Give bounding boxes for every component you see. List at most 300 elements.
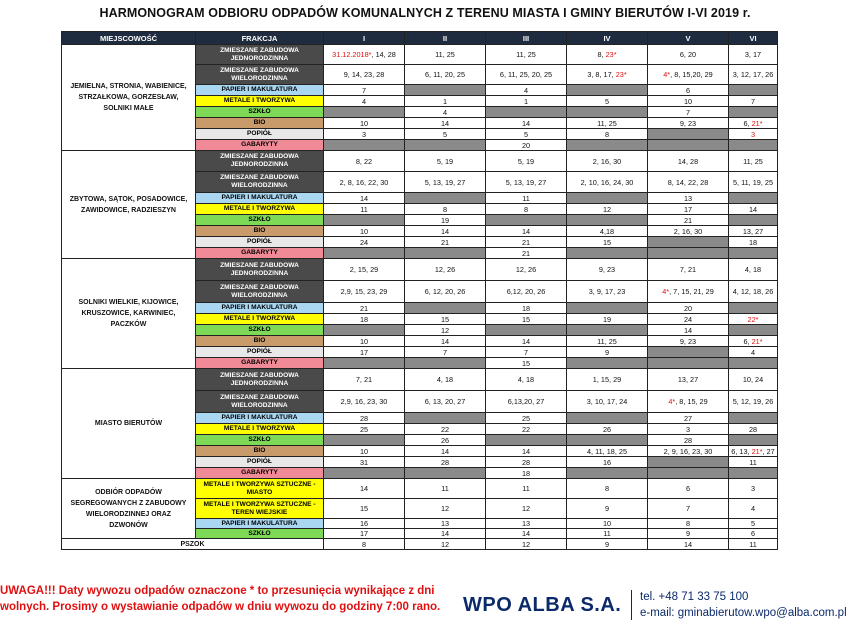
page-title: HARMONOGRAM ODBIORU ODPADÓW KOMUNALNYCH Z TERENU MIASTA I GMINY BIERUTÓW I-VI 2019 r. (99, 6, 751, 20)
header-cell: IV (567, 32, 648, 45)
date-cell: 17 (324, 347, 405, 358)
date-cell: 15 (324, 499, 405, 519)
empty-cell (567, 215, 648, 226)
date-cell: 2, 16, 30 (648, 226, 729, 237)
date-text: 6, 13, (731, 446, 752, 456)
date-cell: 7 (648, 499, 729, 519)
empty-cell (405, 85, 486, 96)
company-logo: WPO ALBA S.A. (463, 594, 622, 616)
date-cell: 8 (486, 204, 567, 215)
date-cell: 3, 17 (729, 45, 778, 65)
fraction-cell: GABARYTY (196, 248, 324, 259)
fraction-cell: ZMIESZANE ZABUDOWA JEDNORODZINNA (196, 151, 324, 172)
shifted-date: 4* (662, 287, 670, 296)
empty-cell (567, 85, 648, 96)
date-cell: 5 (405, 129, 486, 140)
table-row (62, 45, 778, 65)
date-cell: 8 (405, 204, 486, 215)
header-cell: VI (729, 32, 778, 45)
date-cell: 15 (567, 237, 648, 248)
date-cell: 14 (486, 446, 567, 457)
fraction-cell: PAPIER I MAKULATURA (196, 519, 324, 529)
empty-cell (648, 129, 729, 140)
date-cell: 4 (405, 107, 486, 118)
fraction-cell: GABARYTY (196, 358, 324, 369)
header-cell: III (486, 32, 567, 45)
date-cell: 11 (729, 539, 778, 550)
divider (631, 590, 632, 620)
empty-cell (567, 358, 648, 369)
empty-cell (729, 215, 778, 226)
date-cell: 14 (486, 118, 567, 129)
date-cell: 18 (486, 303, 567, 314)
empty-cell (405, 413, 486, 424)
pszok-label: PSZOK (62, 539, 324, 550)
date-cell: 13 (405, 519, 486, 529)
date-text: , 8, 15, 29 (675, 397, 708, 406)
empty-cell (567, 435, 648, 446)
date-cell (324, 45, 405, 65)
date-cell: 14 (405, 226, 486, 237)
empty-cell (405, 468, 486, 479)
date-text: 6, (743, 118, 752, 128)
date-cell: 26 (405, 435, 486, 446)
date-cell: 24 (648, 314, 729, 325)
date-cell: 20 (648, 303, 729, 314)
table-row (62, 259, 778, 281)
date-cell: 15 (486, 358, 567, 369)
date-cell: 4 (729, 499, 778, 519)
date-cell: 21 (486, 237, 567, 248)
date-cell: 10 (324, 446, 405, 457)
date-cell: 9, 23 (648, 336, 729, 347)
empty-cell (567, 193, 648, 204)
empty-cell (648, 248, 729, 259)
fraction-cell: SZKŁO (196, 107, 324, 118)
fraction-cell: ZMIESZANE ZABUDOWA WIELORODZINNA (196, 172, 324, 193)
empty-cell (648, 457, 729, 468)
date-cell: 14 (648, 325, 729, 336)
date-text: 3, 8, 17, (587, 70, 616, 79)
contact-phone: tel. +48 71 33 75 100 (640, 591, 749, 603)
location-cell: ODBIÓR ODPADÓW SEGREGOWANYCH Z ZABUDOWY WIELORODZINNEJ ORAZ DZWONÓW (62, 479, 196, 539)
date-cell: 10, 24 (729, 369, 778, 391)
empty-cell (567, 107, 648, 118)
date-cell: 18 (729, 237, 778, 248)
date-cell: 14 (324, 193, 405, 204)
empty-cell (729, 85, 778, 96)
date-cell: 13, 27 (729, 226, 778, 237)
date-cell (729, 446, 778, 457)
fraction-cell: POPIÓŁ (196, 347, 324, 358)
shifted-date: 4* (668, 397, 676, 406)
empty-cell (324, 435, 405, 446)
date-cell: 14 (405, 529, 486, 539)
date-cell: 9 (567, 539, 648, 550)
date-cell: 18 (486, 468, 567, 479)
date-cell: 10 (324, 226, 405, 237)
date-text: , 14, 28 (371, 50, 396, 59)
fraction-cell: ZMIESZANE ZABUDOWA JEDNORODZINNA (196, 369, 324, 391)
date-cell: 25 (324, 424, 405, 435)
date-cell: 3, 10, 17, 24 (567, 391, 648, 413)
date-cell: 8 (567, 479, 648, 499)
shifted-date: 31.12.2018* (332, 50, 372, 59)
date-cell: 19 (405, 215, 486, 226)
date-cell: 11 (486, 193, 567, 204)
date-cell (567, 45, 648, 65)
date-cell: 9 (567, 347, 648, 358)
date-cell: 15 (486, 314, 567, 325)
fraction-cell: BIO (196, 446, 324, 457)
date-cell: 26 (567, 424, 648, 435)
fraction-cell: METALE I TWORZYWA (196, 96, 324, 107)
date-cell: 2, 15, 29 (324, 259, 405, 281)
fraction-cell: GABARYTY (196, 468, 324, 479)
fraction-cell: SZKŁO (196, 435, 324, 446)
empty-cell (324, 358, 405, 369)
date-cell (648, 65, 729, 85)
date-cell: 11, 25 (729, 151, 778, 172)
empty-cell (729, 140, 778, 151)
empty-cell (729, 435, 778, 446)
date-cell: 4, 18 (405, 369, 486, 391)
empty-cell (567, 303, 648, 314)
shifted-date: 22* (747, 314, 759, 324)
date-cell: 11 (567, 529, 648, 539)
shifted-date: 21* (751, 118, 763, 128)
date-text: , 7, 15, 21, 29 (669, 287, 714, 296)
date-cell: 1 (486, 96, 567, 107)
empty-cell (567, 468, 648, 479)
date-cell: 10 (648, 96, 729, 107)
fraction-cell: BIO (196, 118, 324, 129)
date-cell: 7 (324, 85, 405, 96)
date-cell: 5 (729, 519, 778, 529)
date-cell: 7 (729, 96, 778, 107)
date-cell: 9, 23 (648, 118, 729, 129)
date-cell (729, 129, 778, 140)
empty-cell (648, 140, 729, 151)
date-cell: 8 (324, 539, 405, 550)
date-cell: 21 (486, 248, 567, 259)
table-row (62, 479, 778, 499)
fraction-cell: PAPIER I MAKULATURA (196, 303, 324, 314)
date-cell: 5 (486, 129, 567, 140)
date-cell: 4, 18 (729, 259, 778, 281)
date-cell: 8, 22 (324, 151, 405, 172)
date-cell: 24 (324, 237, 405, 248)
header-cell: II (405, 32, 486, 45)
date-cell: 2, 8, 16, 22, 30 (324, 172, 405, 193)
date-cell: 13, 27 (648, 369, 729, 391)
date-cell: 11, 25 (567, 118, 648, 129)
date-cell: 3, 12, 17, 26 (729, 65, 778, 85)
fraction-cell: SZKŁO (196, 215, 324, 226)
empty-cell (405, 358, 486, 369)
date-cell: 5, 13, 19, 27 (405, 172, 486, 193)
date-cell: 28 (648, 435, 729, 446)
empty-cell (648, 237, 729, 248)
date-cell: 12, 26 (486, 259, 567, 281)
date-cell: 11, 25 (405, 45, 486, 65)
fraction-cell: ZMIESZANE ZABUDOWA JEDNORODZINNA (196, 45, 324, 65)
date-cell: 20 (486, 140, 567, 151)
fraction-cell: PAPIER I MAKULATURA (196, 413, 324, 424)
date-cell: 8, 14, 22, 28 (648, 172, 729, 193)
fraction-cell: SZKŁO (196, 325, 324, 336)
date-cell: 17 (648, 204, 729, 215)
date-cell: 11 (324, 204, 405, 215)
date-cell: 5, 19 (486, 151, 567, 172)
date-cell: 7, 21 (648, 259, 729, 281)
header-cell: FRAKCJA (196, 32, 324, 45)
date-cell: 12 (486, 499, 567, 519)
fraction-cell: BIO (196, 336, 324, 347)
date-cell: 5, 19 (405, 151, 486, 172)
date-cell: 11, 25 (567, 336, 648, 347)
date-cell: 12 (405, 539, 486, 550)
date-cell: 12 (567, 204, 648, 215)
date-cell: 14 (405, 336, 486, 347)
date-cell: 6, 11, 20, 25 (405, 65, 486, 85)
date-cell: 3 (648, 424, 729, 435)
date-cell: 12 (486, 539, 567, 550)
date-cell: 8 (648, 519, 729, 529)
date-cell: 19 (567, 314, 648, 325)
date-cell: 4, 12, 18, 26 (729, 281, 778, 303)
table-row (62, 151, 778, 172)
empty-cell (405, 303, 486, 314)
date-cell: 14 (648, 539, 729, 550)
date-text: 8, (597, 50, 606, 59)
date-cell: 28 (405, 457, 486, 468)
fraction-cell: BIO (196, 226, 324, 237)
date-cell: 9 (648, 529, 729, 539)
empty-cell (324, 140, 405, 151)
date-cell: 6 (648, 479, 729, 499)
date-cell: 25 (486, 413, 567, 424)
date-cell: 16 (567, 457, 648, 468)
date-cell (648, 391, 729, 413)
date-cell (729, 336, 778, 347)
date-cell: 5, 11, 19, 25 (729, 172, 778, 193)
date-cell: 16 (324, 519, 405, 529)
empty-cell (405, 193, 486, 204)
date-cell: 6, 12, 20, 26 (405, 281, 486, 303)
date-cell: 11, 25 (486, 45, 567, 65)
date-cell: 11 (486, 479, 567, 499)
fraction-cell: METALE I TWORZYWA SZTUCZNE - TEREN WIEJSKIE (196, 499, 324, 519)
date-text: 6, (743, 336, 752, 346)
date-cell: 5, 12, 19, 26 (729, 391, 778, 413)
date-cell: 14 (729, 204, 778, 215)
empty-cell (648, 347, 729, 358)
date-cell: 6, 11, 25, 20, 25 (486, 65, 567, 85)
table-header-row (62, 32, 778, 45)
date-cell: 2, 10, 16, 24, 30 (567, 172, 648, 193)
date-cell: 17 (324, 529, 405, 539)
fraction-cell: ZMIESZANE ZABUDOWA JEDNORODZINNA (196, 259, 324, 281)
empty-cell (405, 140, 486, 151)
location-cell: ZBYTOWA, SĄTOK, POSADOWICE, ZAWIDOWICE, RADZIESZYN (62, 151, 196, 259)
date-cell: 9 (567, 499, 648, 519)
date-cell: 12 (405, 325, 486, 336)
date-text: , 8, 15,20, 29 (670, 70, 713, 79)
date-cell: 15 (405, 314, 486, 325)
date-cell: 4 (324, 96, 405, 107)
empty-cell (486, 325, 567, 336)
empty-cell (729, 303, 778, 314)
shifted-date: 23* (605, 50, 617, 59)
empty-cell (324, 107, 405, 118)
schedule-table (61, 31, 778, 550)
date-cell: 14 (405, 446, 486, 457)
date-cell: 6,12, 20, 26 (486, 281, 567, 303)
header-cell: I (324, 32, 405, 45)
date-cell (648, 281, 729, 303)
empty-cell (567, 248, 648, 259)
empty-cell (648, 468, 729, 479)
header-cell: MIEJSCOWOŚĆ (62, 32, 196, 45)
date-cell: 11 (729, 457, 778, 468)
date-cell: 21 (648, 215, 729, 226)
date-cell: 2, 16, 30 (567, 151, 648, 172)
shifted-date: 21* (751, 446, 763, 456)
empty-cell (324, 468, 405, 479)
date-cell: 14, 28 (648, 151, 729, 172)
date-cell: 3, 9, 17, 23 (567, 281, 648, 303)
empty-cell (405, 248, 486, 259)
date-text: , 27 (762, 446, 775, 456)
empty-cell (486, 215, 567, 226)
empty-cell (729, 468, 778, 479)
date-cell: 2,9, 16, 23, 30 (324, 391, 405, 413)
date-cell: 5 (567, 96, 648, 107)
date-cell: 14 (486, 226, 567, 237)
date-cell: 6, 20 (648, 45, 729, 65)
date-cell: 22 (405, 424, 486, 435)
date-cell: 7, 21 (324, 369, 405, 391)
fraction-cell: METALE I TWORZYWA SZTUCZNE - MIASTO (196, 479, 324, 499)
date-cell: 4, 18 (486, 369, 567, 391)
date-cell: 18 (324, 314, 405, 325)
date-cell: 9, 14, 23, 28 (324, 65, 405, 85)
date-cell: 14 (405, 118, 486, 129)
date-cell: 21 (405, 237, 486, 248)
empty-cell (324, 325, 405, 336)
date-cell: 4, 11, 18, 25 (567, 446, 648, 457)
date-cell: 21 (324, 303, 405, 314)
location-cell: MIASTO BIERUTÓW (62, 369, 196, 479)
date-cell: 9, 23 (567, 259, 648, 281)
empty-cell (486, 107, 567, 118)
date-cell: 12 (405, 499, 486, 519)
date-cell: 5, 13, 19, 27 (486, 172, 567, 193)
date-cell: 13 (648, 193, 729, 204)
pszok-row (62, 539, 778, 550)
date-cell: 31 (324, 457, 405, 468)
header-cell: V (648, 32, 729, 45)
date-cell: 6,13,20, 27 (486, 391, 567, 413)
fraction-cell: ZMIESZANE ZABUDOWA WIELORODZINNA (196, 65, 324, 85)
date-cell: 2, 9, 16, 23, 30 (648, 446, 729, 457)
fraction-cell: SZKŁO (196, 529, 324, 539)
contact-email: e-mail: gminabierutow.wpo@alba.com.pl (640, 607, 847, 619)
fraction-cell: METALE I TWORZYWA (196, 424, 324, 435)
empty-cell (486, 435, 567, 446)
date-cell: 14 (486, 336, 567, 347)
table-row (62, 369, 778, 391)
date-cell: 6, 13, 20, 27 (405, 391, 486, 413)
empty-cell (729, 413, 778, 424)
date-cell (729, 118, 778, 129)
contact-block (640, 589, 847, 621)
date-cell: 28 (729, 424, 778, 435)
date-cell: 10 (324, 336, 405, 347)
date-cell: 10 (567, 519, 648, 529)
date-cell: 3 (324, 129, 405, 140)
date-cell: 7 (486, 347, 567, 358)
date-cell: 10 (324, 118, 405, 129)
date-cell (729, 314, 778, 325)
location-cell: SOLNIKI WIELKIE, KIJOWICE, KRUSZOWICE, KARWINIEC, PACZKÓW (62, 259, 196, 369)
date-cell: 27 (648, 413, 729, 424)
fraction-cell: POPIÓŁ (196, 457, 324, 468)
date-cell: 14 (486, 529, 567, 539)
fraction-cell: ZMIESZANE ZABUDOWA WIELORODZINNA (196, 281, 324, 303)
date-cell (567, 65, 648, 85)
fraction-cell: POPIÓŁ (196, 129, 324, 140)
empty-cell (567, 140, 648, 151)
empty-cell (729, 358, 778, 369)
date-cell: 7 (405, 347, 486, 358)
date-cell: 13 (486, 519, 567, 529)
shifted-date: 3 (750, 129, 756, 139)
shifted-date: 23* (615, 70, 627, 79)
schedule-body (62, 45, 778, 550)
location-cell: JEMIELNA, STRONIA, WABIENICE, STRZAŁKOWA, GORZESŁAW, SOLNIKI MAŁE (62, 45, 196, 151)
empty-cell (324, 248, 405, 259)
date-cell: 14 (324, 479, 405, 499)
date-cell: 4,18 (567, 226, 648, 237)
empty-cell (729, 107, 778, 118)
fraction-cell: GABARYTY (196, 140, 324, 151)
empty-cell (729, 193, 778, 204)
date-cell: 6 (648, 85, 729, 96)
date-cell: 11 (405, 479, 486, 499)
fraction-cell: METALE I TWORZYWA (196, 314, 324, 325)
date-cell: 3 (729, 479, 778, 499)
fraction-cell: PAPIER I MAKULATURA (196, 85, 324, 96)
date-cell: 6 (729, 529, 778, 539)
empty-cell (729, 248, 778, 259)
empty-cell (729, 325, 778, 336)
date-cell: 4 (729, 347, 778, 358)
shifted-date: 4* (663, 70, 671, 79)
shifted-date: 21* (751, 336, 763, 346)
fraction-cell: PAPIER I MAKULATURA (196, 193, 324, 204)
date-cell: 28 (486, 457, 567, 468)
empty-cell (648, 358, 729, 369)
date-cell: 22 (486, 424, 567, 435)
date-cell: 12, 26 (405, 259, 486, 281)
empty-cell (567, 413, 648, 424)
date-cell: 1 (405, 96, 486, 107)
warning-note: UWAGA!!! Daty wywozu odpadów oznaczone * to przesunięcia wynikające z dni wolnych. Prosimy o wystawianie odpadów w dniu wywozu do godziny 7:00 rano. (0, 585, 441, 613)
date-cell: 4 (486, 85, 567, 96)
fraction-cell: METALE I TWORZYWA (196, 204, 324, 215)
